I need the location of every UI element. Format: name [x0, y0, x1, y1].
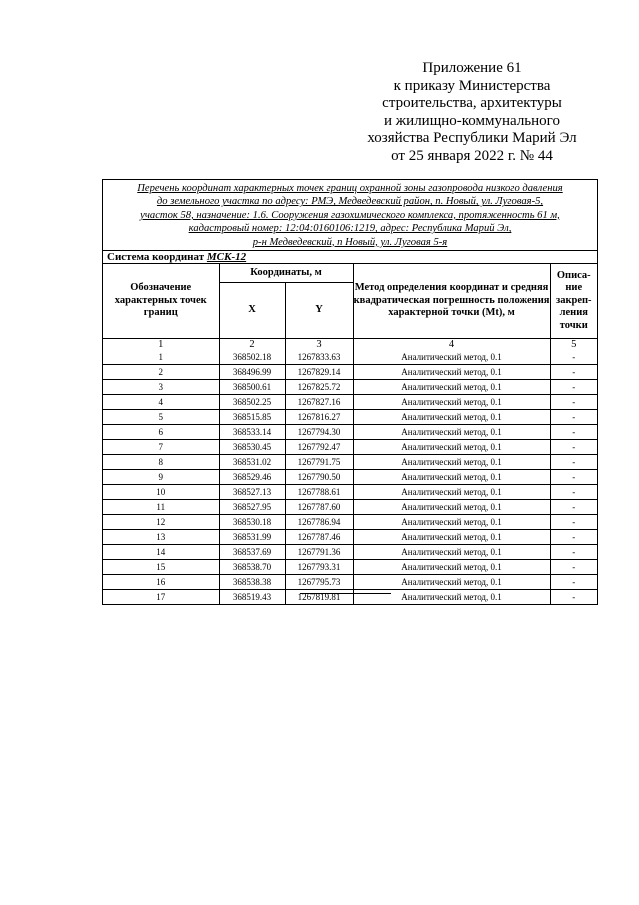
- column-number: 5: [550, 338, 597, 350]
- coordinates-frame: [102, 179, 598, 605]
- table-row: [103, 439, 597, 454]
- cell-point-number: 1: [103, 350, 219, 365]
- table-row: [103, 454, 597, 469]
- cell-description: -: [550, 439, 597, 454]
- cell-y: 1267833.63: [285, 350, 353, 365]
- header-line: от 25 января 2022 г. № 44: [391, 147, 553, 164]
- column-number: 3: [285, 338, 353, 350]
- cell-y: 1267829.14: [285, 364, 353, 379]
- cell-method: Аналитический метод, 0.1: [353, 499, 550, 514]
- cell-point-number: 17: [103, 589, 219, 604]
- cell-x: 368527.13: [219, 484, 285, 499]
- cell-point-number: 11: [103, 499, 219, 514]
- cell-x: 368531.02: [219, 454, 285, 469]
- cell-method: Аналитический метод, 0.1: [353, 559, 550, 574]
- cell-point-number: 7: [103, 439, 219, 454]
- cell-x: 368537.69: [219, 544, 285, 559]
- cell-description: -: [550, 350, 597, 365]
- cell-description: -: [550, 409, 597, 424]
- cell-method: Аналитический метод, 0.1: [353, 350, 550, 365]
- cell-description: -: [550, 574, 597, 589]
- cell-point-number: 9: [103, 469, 219, 484]
- header-method: Метод определения координат и средняя квадратическая погрешность положения характерной точки (Mt), м: [353, 264, 550, 338]
- cell-method: Аналитический метод, 0.1: [353, 574, 550, 589]
- cell-method: Аналитический метод, 0.1: [353, 394, 550, 409]
- separator-line: [300, 593, 391, 594]
- column-numbers-row: [103, 338, 597, 350]
- table-row: [103, 364, 597, 379]
- cell-x: 368527.95: [219, 499, 285, 514]
- cell-x: 368502.25: [219, 394, 285, 409]
- cell-x: 368502.18: [219, 350, 285, 365]
- cell-point-number: 14: [103, 544, 219, 559]
- cell-y: 1267794.30: [285, 424, 353, 439]
- cell-point-number: 3: [103, 379, 219, 394]
- table-row: [103, 544, 597, 559]
- table-row: [103, 574, 597, 589]
- cell-point-number: 12: [103, 514, 219, 529]
- cell-description: -: [550, 394, 597, 409]
- header-description: Описа- ние закреп- ления точки: [550, 264, 597, 338]
- cell-x: 368538.70: [219, 559, 285, 574]
- cell-description: -: [550, 529, 597, 544]
- cell-point-number: 4: [103, 394, 219, 409]
- cell-x: 368500.61: [219, 379, 285, 394]
- cell-description: -: [550, 514, 597, 529]
- header-line: Приложение 61: [422, 60, 522, 76]
- table-row: [103, 379, 597, 394]
- caption-line: кадастровый номер: 12:04:0160106:1219, адрес: Республика Марий Эл,: [188, 223, 512, 235]
- cell-x: 368533.14: [219, 424, 285, 439]
- cell-y: 1267787.46: [285, 529, 353, 544]
- appendix-header: [356, 60, 588, 165]
- table-row: [103, 469, 597, 484]
- cell-x: 368519.43: [219, 589, 285, 604]
- cell-method: Аналитический метод, 0.1: [353, 364, 550, 379]
- cell-description: -: [550, 469, 597, 484]
- cell-y: 1267792.47: [285, 439, 353, 454]
- cell-method: Аналитический метод, 0.1: [353, 484, 550, 499]
- table-body: [103, 350, 597, 604]
- cell-description: -: [550, 454, 597, 469]
- coordinates-table: [103, 264, 597, 604]
- cell-y: 1267795.73: [285, 574, 353, 589]
- table-row: [103, 484, 597, 499]
- table-row: [103, 514, 597, 529]
- header-line: и жилищно-коммунального: [384, 112, 560, 129]
- table-row: [103, 499, 597, 514]
- column-number: 2: [219, 338, 285, 350]
- cell-method: Аналитический метод, 0.1: [353, 379, 550, 394]
- cell-method: Аналитический метод, 0.1: [353, 439, 550, 454]
- caption-line: участок 58, назначение: 1.6. Сооружения газохимического комплекса, протяженность 61 м,: [140, 209, 560, 221]
- coordinate-system-label: Система координат: [107, 251, 205, 264]
- cell-y: 1267788.61: [285, 484, 353, 499]
- cell-y: 1267827.16: [285, 394, 353, 409]
- header-line: строительства, архитектуры: [382, 95, 562, 111]
- cell-y: 1267786.94: [285, 514, 353, 529]
- table-row: [103, 529, 597, 544]
- cell-x: 368496.99: [219, 364, 285, 379]
- coordinate-system: [103, 251, 597, 264]
- cell-x: 368515.85: [219, 409, 285, 424]
- cell-description: -: [550, 589, 597, 604]
- cell-method: Аналитический метод, 0.1: [353, 424, 550, 439]
- table-row: [103, 424, 597, 439]
- cell-description: -: [550, 364, 597, 379]
- cell-y: 1267787.60: [285, 499, 353, 514]
- cell-method: Аналитический метод, 0.1: [353, 454, 550, 469]
- cell-method: Аналитический метод, 0.1: [353, 469, 550, 484]
- table-row: [103, 394, 597, 409]
- coordinate-system-value: МСК-12: [206, 251, 247, 264]
- cell-method: Аналитический метод, 0.1: [353, 544, 550, 559]
- table-row: [103, 350, 597, 365]
- header-line: к приказу Министерства: [393, 77, 551, 94]
- cell-y: 1267791.75: [285, 454, 353, 469]
- cell-description: -: [550, 544, 597, 559]
- cell-y: 1267791.36: [285, 544, 353, 559]
- cell-x: 368530.45: [219, 439, 285, 454]
- cell-y: 1267819.81: [285, 589, 353, 604]
- cell-y: 1267790.50: [285, 469, 353, 484]
- header-line: хозяйства Республики Марий Эл: [367, 130, 577, 146]
- table-caption: [103, 180, 597, 251]
- cell-description: -: [550, 484, 597, 499]
- column-number: 1: [103, 338, 219, 350]
- header-y: Y: [285, 282, 353, 338]
- cell-method: Аналитический метод, 0.1: [353, 589, 550, 604]
- cell-x: 368538.38: [219, 574, 285, 589]
- cell-point-number: 13: [103, 529, 219, 544]
- caption-line: Перечень координат характерных точек границ охранной зоны газопровода низкого давления: [137, 183, 563, 194]
- cell-description: -: [550, 559, 597, 574]
- cell-point-number: 6: [103, 424, 219, 439]
- cell-method: Аналитический метод, 0.1: [353, 409, 550, 424]
- cell-description: -: [550, 379, 597, 394]
- cell-point-number: 2: [103, 364, 219, 379]
- header-coordinates: Координаты, м: [219, 264, 353, 282]
- cell-x: 368530.18: [219, 514, 285, 529]
- cell-point-number: 10: [103, 484, 219, 499]
- cell-description: -: [550, 424, 597, 439]
- table-row: [103, 559, 597, 574]
- cell-method: Аналитический метод, 0.1: [353, 529, 550, 544]
- header-x: X: [219, 282, 285, 338]
- cell-point-number: 5: [103, 409, 219, 424]
- cell-point-number: 8: [103, 454, 219, 469]
- cell-point-number: 16: [103, 574, 219, 589]
- column-number: 4: [353, 338, 550, 350]
- cell-x: 368529.46: [219, 469, 285, 484]
- cell-y: 1267793.31: [285, 559, 353, 574]
- caption-line: р-н Медведевский, п Новый, ул. Луговая 5-я: [252, 236, 448, 248]
- table-row: [103, 589, 597, 604]
- cell-y: 1267816.27: [285, 409, 353, 424]
- caption-line: до земельного участка по адресу: РМЭ, Медведевский район, п. Новый, ул. Луговая-5,: [156, 196, 544, 208]
- cell-x: 368531.99: [219, 529, 285, 544]
- cell-point-number: 15: [103, 559, 219, 574]
- cell-y: 1267825.72: [285, 379, 353, 394]
- cell-description: -: [550, 499, 597, 514]
- header-point: Обозначение характерных точек границ: [103, 264, 219, 338]
- table-row: [103, 409, 597, 424]
- cell-method: Аналитический метод, 0.1: [353, 514, 550, 529]
